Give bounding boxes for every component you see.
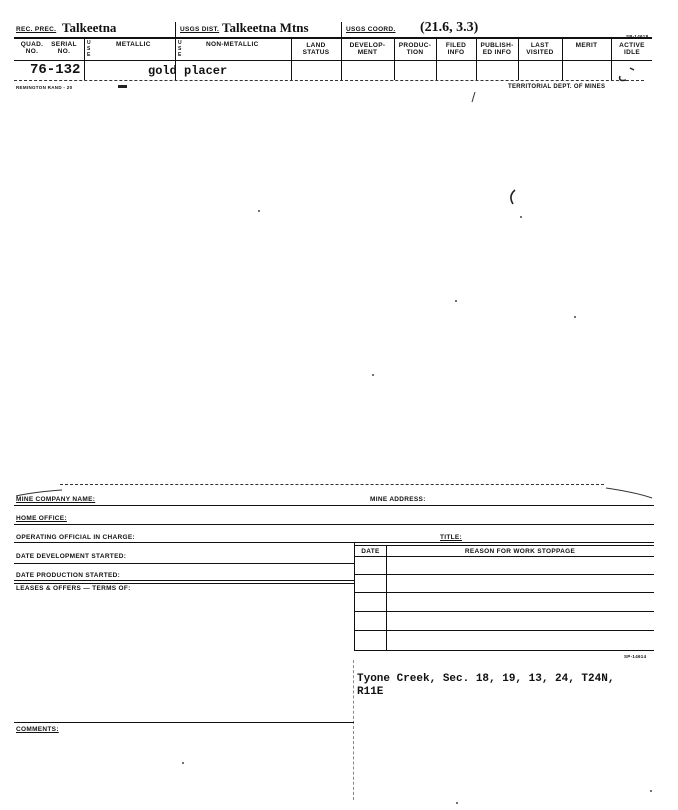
col-production: PRODUC- TION — [398, 42, 432, 56]
top-footer-left: REMINGTON RAND - 20 — [16, 85, 73, 90]
usgs-dist-label: USGS DIST. — [180, 26, 220, 33]
col-land-status: LAND STATUS — [302, 42, 330, 56]
rec-prec-value: Talkeetna — [62, 20, 117, 35]
col-development: DEVELOP- MENT — [349, 42, 386, 56]
rec-prec-label: REC. PREC. — [16, 26, 57, 33]
col-metallic: METALLIC — [116, 41, 151, 48]
home-office-label: HOME OFFICE: — [16, 515, 67, 522]
quad-serial-value: 76-132 — [30, 62, 81, 78]
usgs-dist-value: Talkeetna Mtns — [222, 20, 309, 35]
col-active-idle: ACTIVE IDLE — [619, 42, 645, 56]
date-development-started-label: DATE DEVELOPMENT STARTED: — [16, 553, 127, 560]
handwritten-mark-icon — [614, 62, 644, 82]
footer-logo-mark — [118, 85, 127, 88]
comments-label: COMMENTS: — [16, 726, 59, 733]
usgs-coord-value: (21.6, 3.3) — [420, 20, 479, 35]
title-label: TITLE: — [440, 534, 463, 541]
col-last-visited: LAST VISITED — [526, 42, 554, 56]
table-date-header: DATE — [361, 548, 380, 555]
mine-company-name-label: MINE COMPANY NAME: — [16, 496, 96, 503]
location-line-2: R11E — [357, 686, 384, 698]
col-merit: MERIT — [575, 42, 598, 49]
top-form-code: SP-14618 — [626, 34, 649, 39]
bottom-form-code: SP-14614 — [624, 654, 647, 659]
col-published-info: PUBLISH- ED INFO — [480, 42, 514, 56]
usgs-coord-label: USGS COORD. — [346, 26, 396, 33]
col-quad-no: QUAD. NO. — [20, 41, 44, 55]
card-edge-curve — [604, 486, 654, 500]
leases-offers-label: LEASES & OFFERS — TERMS OF: — [16, 585, 131, 592]
table-reason-header: REASON FOR WORK STOPPAGE — [464, 548, 576, 555]
col-serial-no: SERIAL NO. — [51, 41, 77, 55]
scan-mark — [505, 188, 519, 208]
date-production-started-label: DATE PRODUCTION STARTED: — [16, 572, 121, 579]
scan-speck — [470, 90, 480, 104]
col-non-metallic: NON-METALLIC — [206, 41, 259, 48]
col-use-non-metallic: USE — [178, 40, 182, 58]
mine-address-label: MINE ADDRESS: — [370, 496, 426, 503]
col-use-metallic: USE — [87, 40, 91, 58]
top-footer-right: TERRITORIAL DEPT. OF MINES — [508, 84, 606, 90]
operating-official-label: OPERATING OFFICIAL IN CHARGE: — [16, 534, 135, 541]
location-line-1: Tyone Creek, Sec. 18, 19, 13, 24, T24N, — [357, 673, 615, 685]
col-filed-info: FILED INFO — [445, 42, 467, 56]
metallic-value: gold placer — [148, 64, 228, 78]
